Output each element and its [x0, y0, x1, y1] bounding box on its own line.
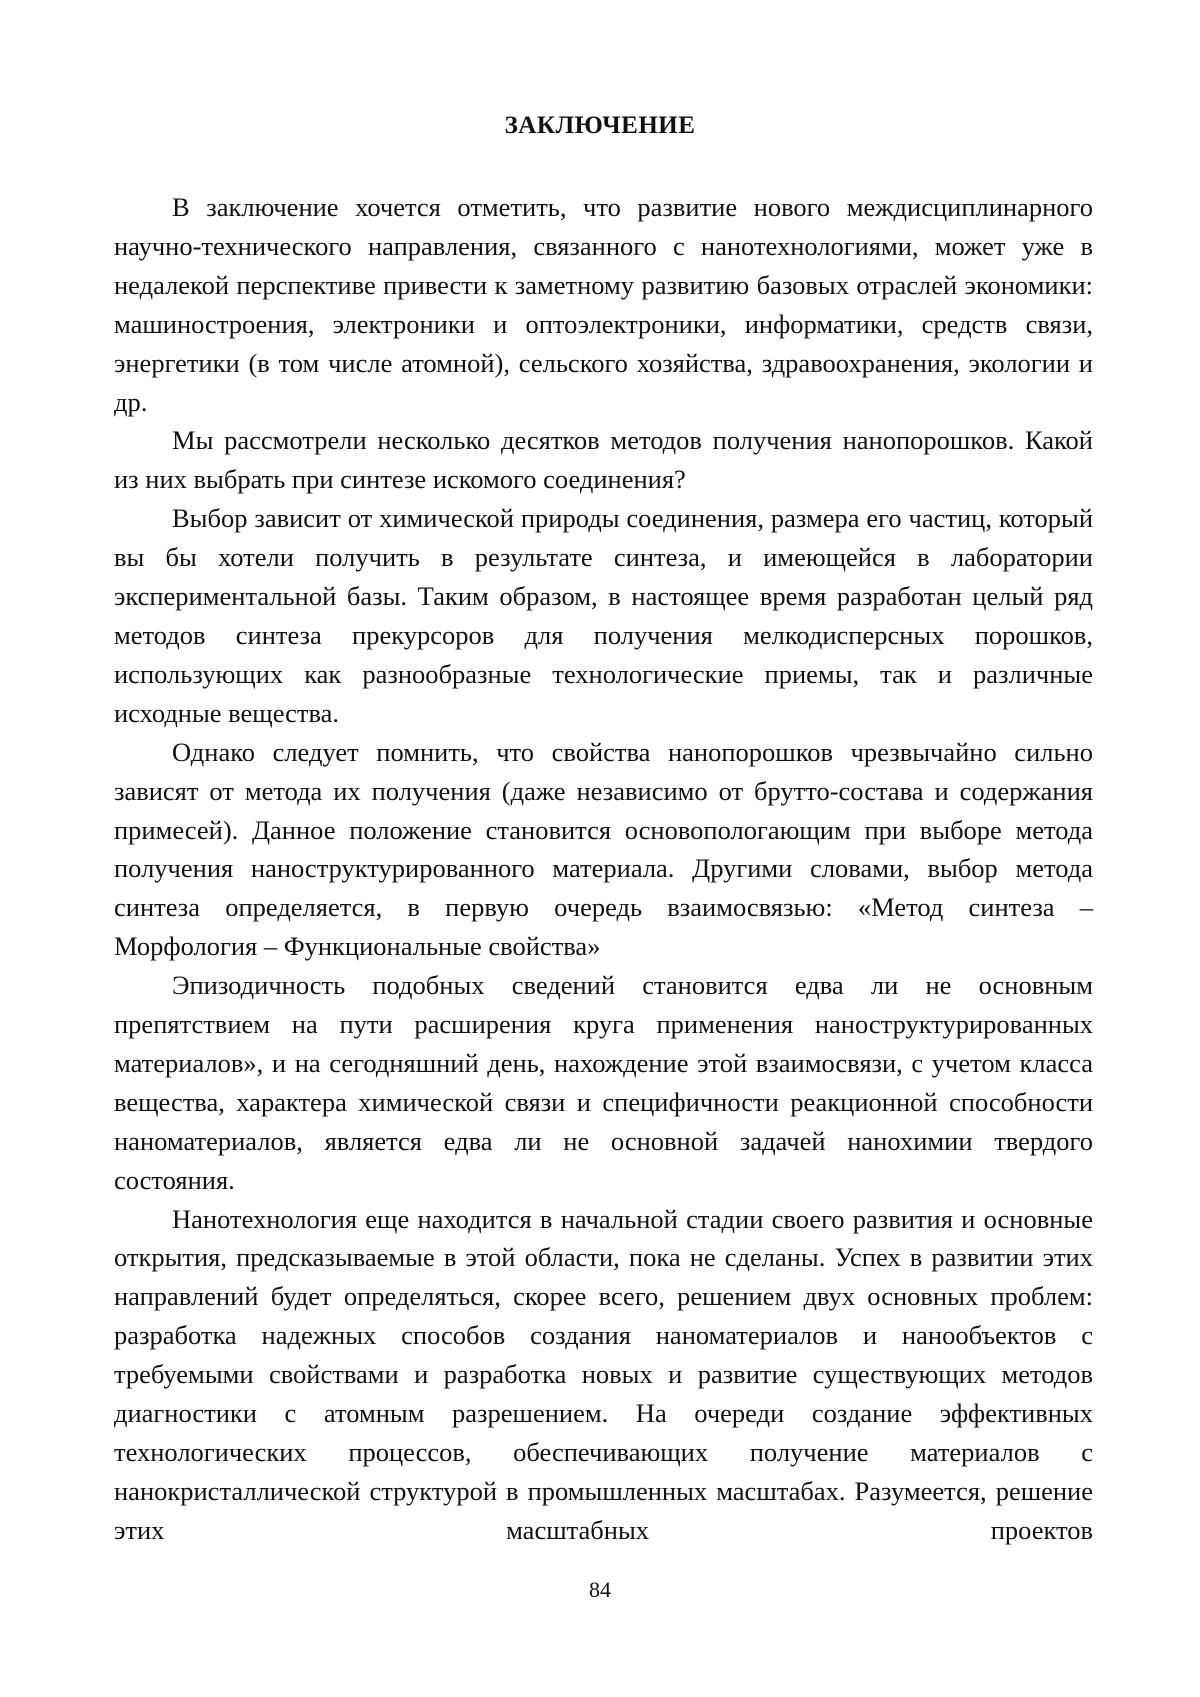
paragraph-1: В заключение хочется отметить, что развитие нового междисциплинарного научно-технического направления, связанного с нанотехнологиями, может уже в недалекой перспективе привести к заметному развитию базовых отраслей экономики: машиностроения, электроники и оптоэлектроники, информатики, средств связи, энергетики (в том числе атомной), сельского хозяйства, здравоохранения, экологии и др.: [114, 192, 1093, 417]
paragraph-3: Выбор зависит от химической природы соединения, размера его частиц, который вы бы хотели получить в результате синтеза, и имеющейся в лаборатории экспериментальной базы. Таким образом, в настоящее время разработан целый ряд методов синтеза прекурсоров для получения мелкодисперсных порошков, использующих как разнообразные технологические приемы, так и различные исходные вещества.: [114, 503, 1093, 728]
paragraph-5: Эпизодичность подобных сведений становится едва ли не основным препятствием на пути расширения круга применения наноструктурированных материалов», и на сегодняшний день, нахождение этой взаимосвязи, с учетом класса вещества, характера химической связи и специфичности реакционной способности наноматериалов, является едва ли не основной задачей нанохимии твердого состояния.: [114, 970, 1093, 1195]
paragraph-2: Мы рассмотрели несколько десятков методов получения нанопорошков. Какой из них выбрать при синтезе искомого соединения?: [114, 425, 1093, 495]
paragraph-4: Однако следует помнить, что свойства нанопорошков чрезвычайно сильно зависят от метода их получения (даже независимо от брутто-состава и содержания примесей). Данное положение становится основопологающим при выборе метода получения наноструктурированного материала. Другими словами, выбор метода синтеза определяется, в первую очередь взаимосвязью: «Метод синтеза – Морфология – Функциональные свойства»: [114, 736, 1093, 962]
document-body: [114, 188, 1093, 1550]
page-title: ЗАКЛЮЧЕНИЕ: [504, 112, 696, 139]
paragraph-6: Нанотехнология еще находится в начальной стадии своего развития и основные открытия, предсказываемые в этой области, пока не сделаны. Успех в развитии этих направлений будет определяться, скорее всего, решением двух основных проблем: разработка надежных способов создания наноматериалов и нанообъектов с требуемыми свойствами и разработка новых и развитие существующих методов диагностики с атомным разрешением. На очереди создание эффективных технологических процессов, обеспечивающих получение материалов с нанокристаллической структурой в промышленных масштабах. Разумеется, решение этих масштабных проектов: [114, 1203, 1093, 1545]
page-number: 84: [589, 1577, 611, 1602]
